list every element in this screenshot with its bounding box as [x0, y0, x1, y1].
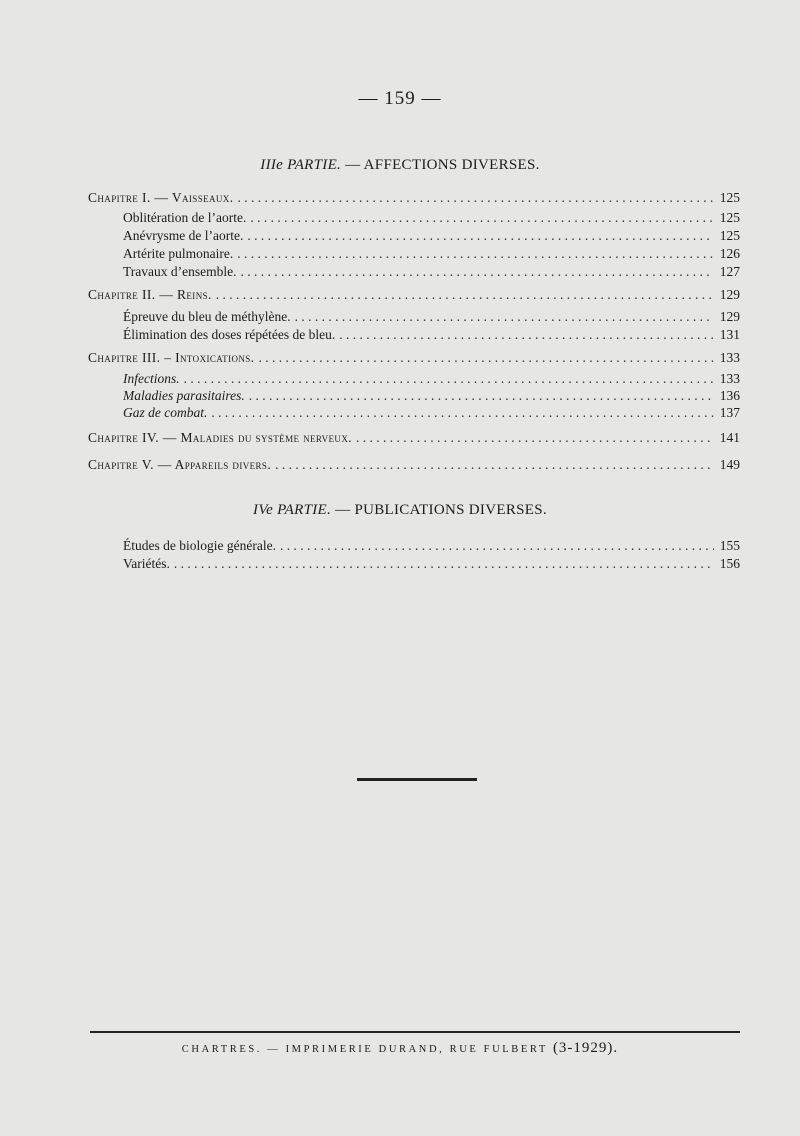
toc-entry-label: Chapitre V. — Appareils divers.: [88, 457, 272, 472]
part-4-heading: [0, 502, 800, 519]
dot-leader: [212, 287, 714, 303]
part-4-title: — PUBLICATIONS DIVERSES.: [335, 502, 547, 518]
printer-imprint: [0, 1040, 800, 1057]
dot-leader: [335, 327, 714, 343]
end-rule: [357, 778, 477, 781]
toc-entry-page: 126: [719, 246, 740, 261]
toc-entry-label: Artérite pulmonaire.: [123, 246, 234, 261]
dot-leader: [243, 228, 713, 244]
dot-leader: [254, 350, 713, 366]
toc-entry-label: Chapitre II. — Reins.: [88, 287, 212, 302]
toc-entry-page: 141: [719, 430, 740, 445]
toc-entry-label: Études de biologie générale.: [123, 538, 276, 553]
toc-entry-page: 125: [719, 190, 740, 205]
dot-leader: [233, 246, 714, 262]
toc-entry-chapter-4: [88, 430, 740, 448]
dot-leader: [271, 457, 714, 473]
toc-entry: [123, 246, 740, 264]
toc-entry-page: 127: [719, 264, 740, 279]
toc-entry-label: Chapitre IV. — Maladies du système nerveux.: [88, 430, 352, 445]
toc-entry-page: 129: [719, 287, 740, 302]
toc-entry-page: 131: [719, 327, 740, 342]
toc-entry-page: 156: [719, 556, 740, 571]
toc-entry: [123, 228, 740, 246]
dot-leader: [180, 371, 714, 387]
toc-entry-chapter-5: [88, 457, 740, 475]
toc-entry-page: 133: [719, 350, 740, 365]
part-3-heading: [0, 157, 800, 174]
toc-entry-label: Anévrysme de l’aorte.: [123, 228, 244, 243]
dot-leader: [170, 556, 714, 572]
dot-leader: [245, 388, 714, 404]
toc-entry-page: 125: [719, 210, 740, 225]
toc-entry-chapter-2: [88, 287, 740, 305]
toc-entry: [123, 538, 740, 556]
page-number: — 159 —: [358, 88, 442, 109]
toc-entry: [123, 210, 740, 228]
toc-entry-label: Épreuve du bleu de méthylène.: [123, 309, 291, 324]
toc-entry: [123, 264, 740, 282]
dot-leader: [352, 430, 714, 446]
toc-entry-page: 129: [719, 309, 740, 324]
dot-leader: [276, 538, 714, 554]
toc-entry-label: Variétés.: [123, 556, 170, 571]
toc-entry: [123, 327, 740, 345]
toc-entry-page: 137: [719, 405, 740, 420]
toc-entry-label: Oblitération de l’aorte.: [123, 210, 247, 225]
printer-imprint-year: (3-1929).: [552, 1040, 619, 1056]
footer-rule: [90, 1031, 740, 1033]
toc-entry-page: 136: [719, 388, 740, 403]
toc-entry-chapter-1: [88, 190, 740, 208]
dot-leader: [233, 190, 713, 206]
toc-entry-label: Maladies parasitaires.: [123, 388, 245, 403]
toc-entry-label: Élimination des doses répétées de bleu.: [123, 327, 336, 342]
toc-entry: [123, 388, 740, 406]
toc-entry: [123, 405, 740, 423]
toc-entry: [123, 371, 740, 389]
printer-imprint-text: CHARTRES. — IMPRIMERIE DURAND, RUE FULBERT: [181, 1044, 548, 1055]
part-4-label: IVe PARTIE.: [253, 502, 332, 518]
toc-entry-page: 133: [719, 371, 740, 386]
toc-entry-label: Chapitre III. – Intoxications.: [88, 350, 255, 365]
part-3-title: — AFFECTIONS DIVERSES.: [345, 157, 540, 173]
toc-entry: [123, 556, 740, 574]
toc-entry-label: Chapitre I. — Vaisseaux.: [88, 190, 234, 205]
dot-leader: [246, 210, 713, 226]
part-3-label: IIIe PARTIE.: [260, 157, 342, 173]
dot-leader: [236, 264, 713, 280]
dot-leader: [291, 309, 714, 325]
toc-entry-label: Gaz de combat.: [123, 405, 208, 420]
toc-entry-chapter-3: [88, 350, 740, 368]
toc-entry-page: 149: [719, 457, 740, 472]
dot-leader: [207, 405, 713, 421]
toc-entry: [123, 309, 740, 327]
toc-entry-label: Infections.: [123, 371, 180, 386]
toc-entry-page: 125: [719, 228, 740, 243]
toc-entry-label: Travaux d’ensemble.: [123, 264, 237, 279]
toc-entry-page: 155: [719, 538, 740, 553]
